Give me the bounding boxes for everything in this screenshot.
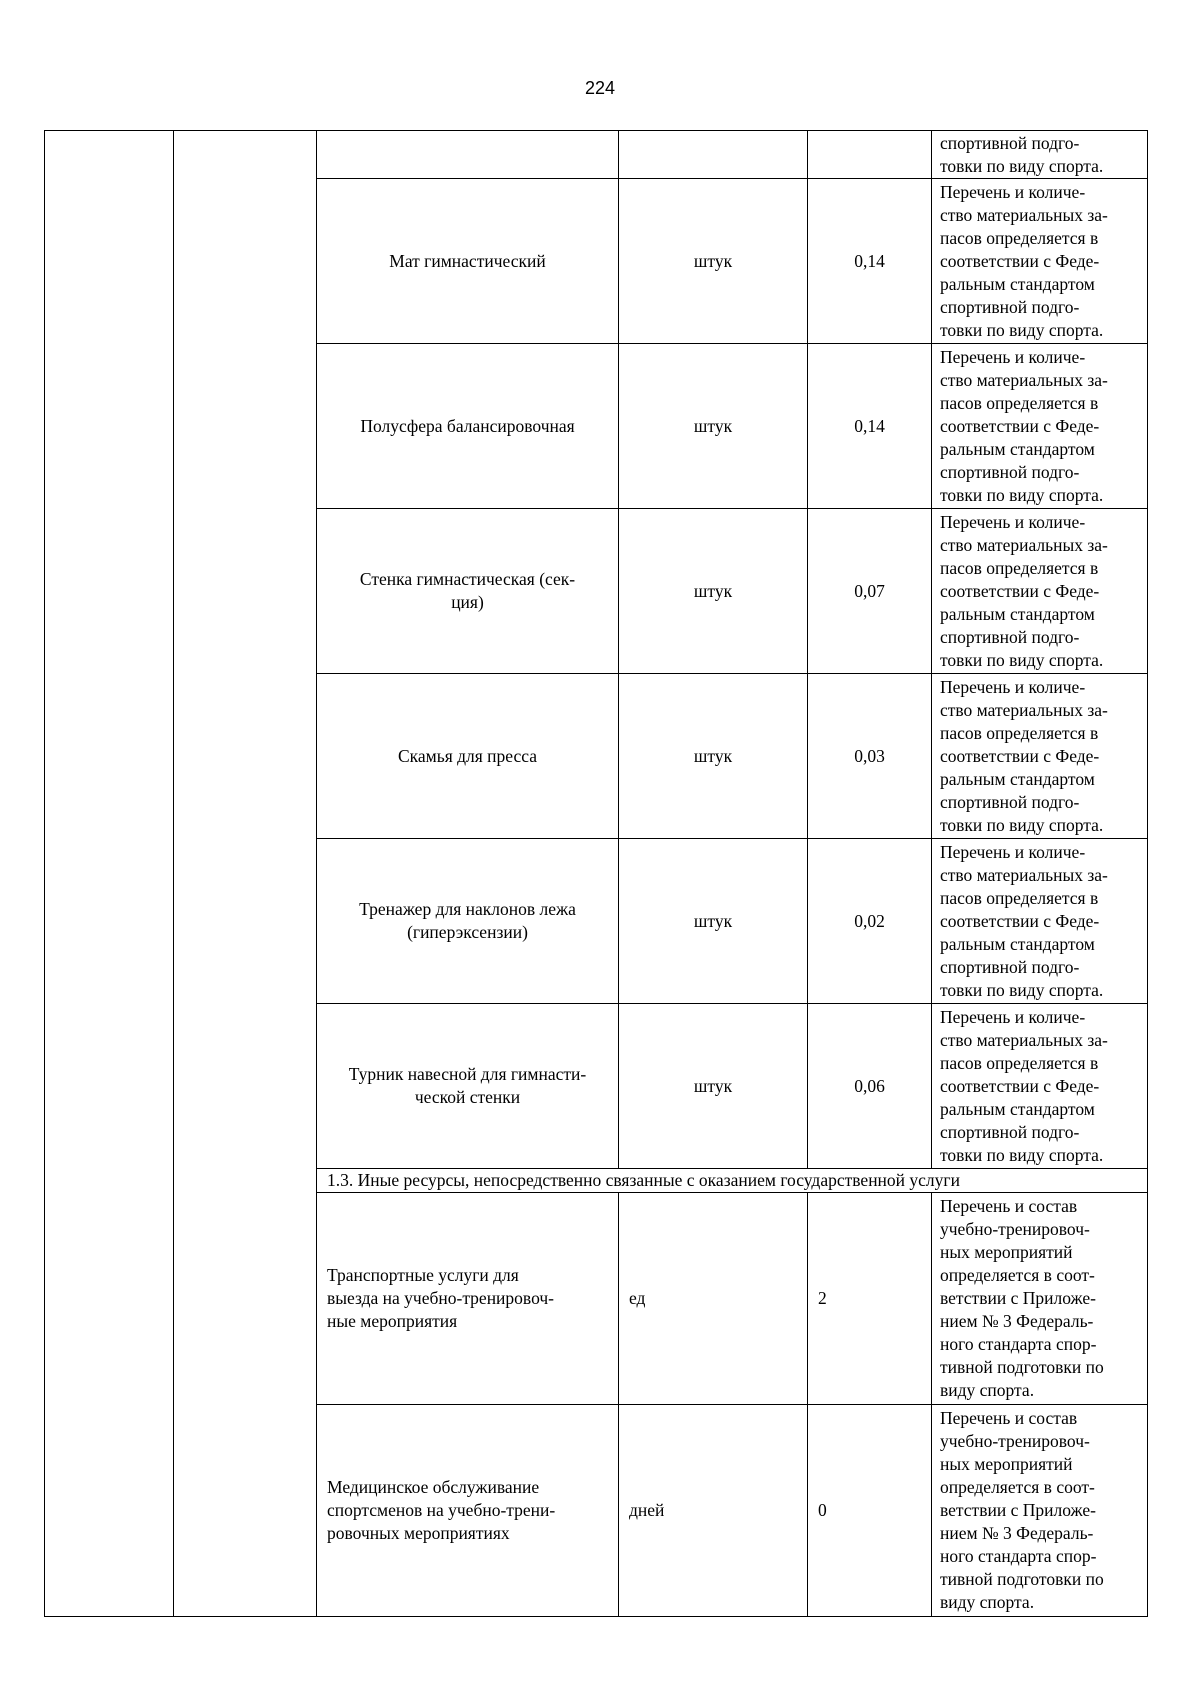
text-line: Тренажер для наклонов лежа bbox=[359, 899, 576, 919]
text-line: соответствии с Феде- bbox=[940, 910, 1100, 931]
empty-cell bbox=[619, 131, 808, 179]
text-line: ральным стандартом bbox=[940, 768, 1095, 789]
text-line: спортивной подго- bbox=[940, 296, 1080, 317]
item-name-cell bbox=[317, 509, 619, 674]
text-line: соответствии с Феде- bbox=[940, 580, 1100, 601]
text-line: пасов определяется в bbox=[940, 227, 1099, 248]
note-cell bbox=[932, 344, 1148, 509]
text-line: ство материальных за- bbox=[940, 534, 1108, 555]
text-line: определяется в соот- bbox=[940, 1265, 1095, 1285]
service-qty-cell: 2 bbox=[808, 1193, 932, 1405]
item-name-cell bbox=[317, 344, 619, 509]
note-line: товки по виду спорта. bbox=[940, 155, 1104, 176]
text-line: ральным стандартом bbox=[940, 1098, 1095, 1119]
text-line: пасов определяется в bbox=[940, 392, 1099, 413]
text-line: спортивной подго- bbox=[940, 791, 1080, 812]
text-line: спортивной подго- bbox=[940, 1121, 1080, 1142]
text-line: пасов определяется в bbox=[940, 557, 1099, 578]
text-line: ральным стандартом bbox=[940, 438, 1095, 459]
empty-cell-col1 bbox=[45, 131, 174, 1617]
service-name-cell bbox=[317, 1193, 619, 1405]
text-line: ция) bbox=[451, 592, 484, 612]
text-line: спортивной подго- bbox=[940, 626, 1080, 647]
item-unit-cell: штук bbox=[619, 839, 808, 1004]
page-number: 224 bbox=[584, 78, 616, 98]
item-qty-cell: 0,14 bbox=[808, 344, 932, 509]
text-line: учебно-тренировоч- bbox=[940, 1431, 1090, 1451]
text-line: ральным стандартом bbox=[940, 603, 1095, 624]
text-line: ческой стенки bbox=[414, 1087, 521, 1107]
text-line: Перечень и состав bbox=[940, 1408, 1078, 1428]
text-line: Транспортные услуги для bbox=[327, 1265, 519, 1285]
note-cell bbox=[932, 1405, 1148, 1617]
item-name-cell bbox=[317, 674, 619, 839]
text-line: ных мероприятий bbox=[940, 1242, 1073, 1262]
note-cell bbox=[932, 509, 1148, 674]
text-line: виду спорта. bbox=[940, 1380, 1035, 1400]
text-line: Мат гимнастический bbox=[389, 250, 546, 271]
text-line: выезда на учебно-тренировоч- bbox=[327, 1288, 554, 1308]
text-line: Перечень и количе- bbox=[940, 346, 1086, 367]
text-line: ство материальных за- bbox=[940, 864, 1108, 885]
text-line: ральным стандартом bbox=[940, 273, 1095, 294]
text-line: спортивной подго- bbox=[940, 461, 1080, 482]
table-row bbox=[45, 131, 1148, 179]
text-line: пасов определяется в bbox=[940, 722, 1099, 743]
section-title: 1.3. Иные ресурсы, непосредственно связанные с оказанием государственной услуги bbox=[317, 1169, 1148, 1193]
text-line: Турник навесной для гимнасти- bbox=[348, 1064, 587, 1084]
text-line: определяется в соот- bbox=[940, 1477, 1095, 1497]
note-cell bbox=[932, 674, 1148, 839]
text-line: товки по виду спорта. bbox=[940, 319, 1104, 340]
text-line: пасов определяется в bbox=[940, 887, 1099, 908]
item-name-cell bbox=[317, 839, 619, 1004]
text-line: виду спорта. bbox=[940, 1592, 1035, 1612]
empty-cell-col2 bbox=[174, 131, 317, 1617]
empty-cell bbox=[808, 131, 932, 179]
item-qty-cell: 0,03 bbox=[808, 674, 932, 839]
item-unit-cell: штук bbox=[619, 674, 808, 839]
text-line: Перечень и количе- bbox=[940, 511, 1086, 532]
text-line: соответствии с Феде- bbox=[940, 745, 1100, 766]
item-unit-cell: штук bbox=[619, 344, 808, 509]
text-line: ного стандарта спор- bbox=[940, 1334, 1097, 1354]
text-line: соответствии с Феде- bbox=[940, 250, 1100, 271]
text-line: ство материальных за- bbox=[940, 369, 1108, 390]
text-line: нием № 3 Федераль- bbox=[940, 1523, 1094, 1543]
text-line: Перечень и количе- bbox=[940, 1006, 1086, 1027]
text-line: ство материальных за- bbox=[940, 699, 1108, 720]
text-line: ные мероприятия bbox=[327, 1311, 458, 1331]
service-unit-cell: дней bbox=[619, 1405, 808, 1617]
text-line: Медицинское обслуживание bbox=[327, 1477, 540, 1497]
text-line: товки по виду спорта. bbox=[940, 814, 1104, 835]
item-name-cell bbox=[317, 1004, 619, 1169]
note-cell bbox=[932, 131, 1148, 179]
text-line: Полусфера балансировочная bbox=[360, 415, 575, 436]
text-line: ство материальных за- bbox=[940, 1029, 1108, 1050]
text-line: (гиперэксензии) bbox=[407, 922, 528, 942]
text-line: товки по виду спорта. bbox=[940, 1144, 1104, 1165]
text-line: тивной подготовки по bbox=[940, 1357, 1104, 1377]
text-line: пасов определяется в bbox=[940, 1052, 1099, 1073]
text-line: Перечень и количе- bbox=[940, 841, 1086, 862]
text-line: учебно-тренировоч- bbox=[940, 1219, 1090, 1239]
text-line: Перечень и состав bbox=[940, 1196, 1078, 1216]
text-line: ного стандарта спор- bbox=[940, 1546, 1097, 1566]
item-unit-cell: штук bbox=[619, 179, 808, 344]
item-qty-cell: 0,07 bbox=[808, 509, 932, 674]
text-line: Перечень и количе- bbox=[940, 676, 1086, 697]
text-line: спортивной подго- bbox=[940, 956, 1080, 977]
item-qty-cell: 0,02 bbox=[808, 839, 932, 1004]
service-qty-cell: 0 bbox=[808, 1405, 932, 1617]
text-line: товки по виду спорта. bbox=[940, 484, 1104, 505]
item-unit-cell: штук bbox=[619, 509, 808, 674]
text-line: ветствии с Приложе- bbox=[940, 1500, 1096, 1520]
resources-table bbox=[44, 130, 1148, 1617]
text-line: ральным стандартом bbox=[940, 933, 1095, 954]
note-cell bbox=[932, 1193, 1148, 1405]
text-line: соответствии с Феде- bbox=[940, 415, 1100, 436]
text-line: соответствии с Феде- bbox=[940, 1075, 1100, 1096]
text-line: Перечень и количе- bbox=[940, 181, 1086, 202]
text-line: тивной подготовки по bbox=[940, 1569, 1104, 1589]
text-line: ветствии с Приложе- bbox=[940, 1288, 1096, 1308]
note-line: спортивной подго- bbox=[940, 132, 1080, 153]
note-cell bbox=[932, 1004, 1148, 1169]
note-cell bbox=[932, 179, 1148, 344]
text-line: ровочных мероприятиях bbox=[327, 1523, 510, 1543]
service-unit-cell: ед bbox=[619, 1193, 808, 1405]
text-line: ных мероприятий bbox=[940, 1454, 1073, 1474]
item-qty-cell: 0,06 bbox=[808, 1004, 932, 1169]
text-line: товки по виду спорта. bbox=[940, 979, 1104, 1000]
item-qty-cell: 0,14 bbox=[808, 179, 932, 344]
note-cell bbox=[932, 839, 1148, 1004]
service-name-cell bbox=[317, 1405, 619, 1617]
item-unit-cell: штук bbox=[619, 1004, 808, 1169]
text-line: Стенка гимнастическая (сек- bbox=[359, 569, 576, 589]
item-name-cell bbox=[317, 179, 619, 344]
text-line: товки по виду спорта. bbox=[940, 649, 1104, 670]
text-line: Скамья для пресса bbox=[397, 745, 538, 766]
text-line: ство материальных за- bbox=[940, 204, 1108, 225]
text-line: спортсменов на учебно-трени- bbox=[327, 1500, 556, 1520]
empty-cell bbox=[317, 131, 619, 179]
text-line: нием № 3 Федераль- bbox=[940, 1311, 1094, 1331]
